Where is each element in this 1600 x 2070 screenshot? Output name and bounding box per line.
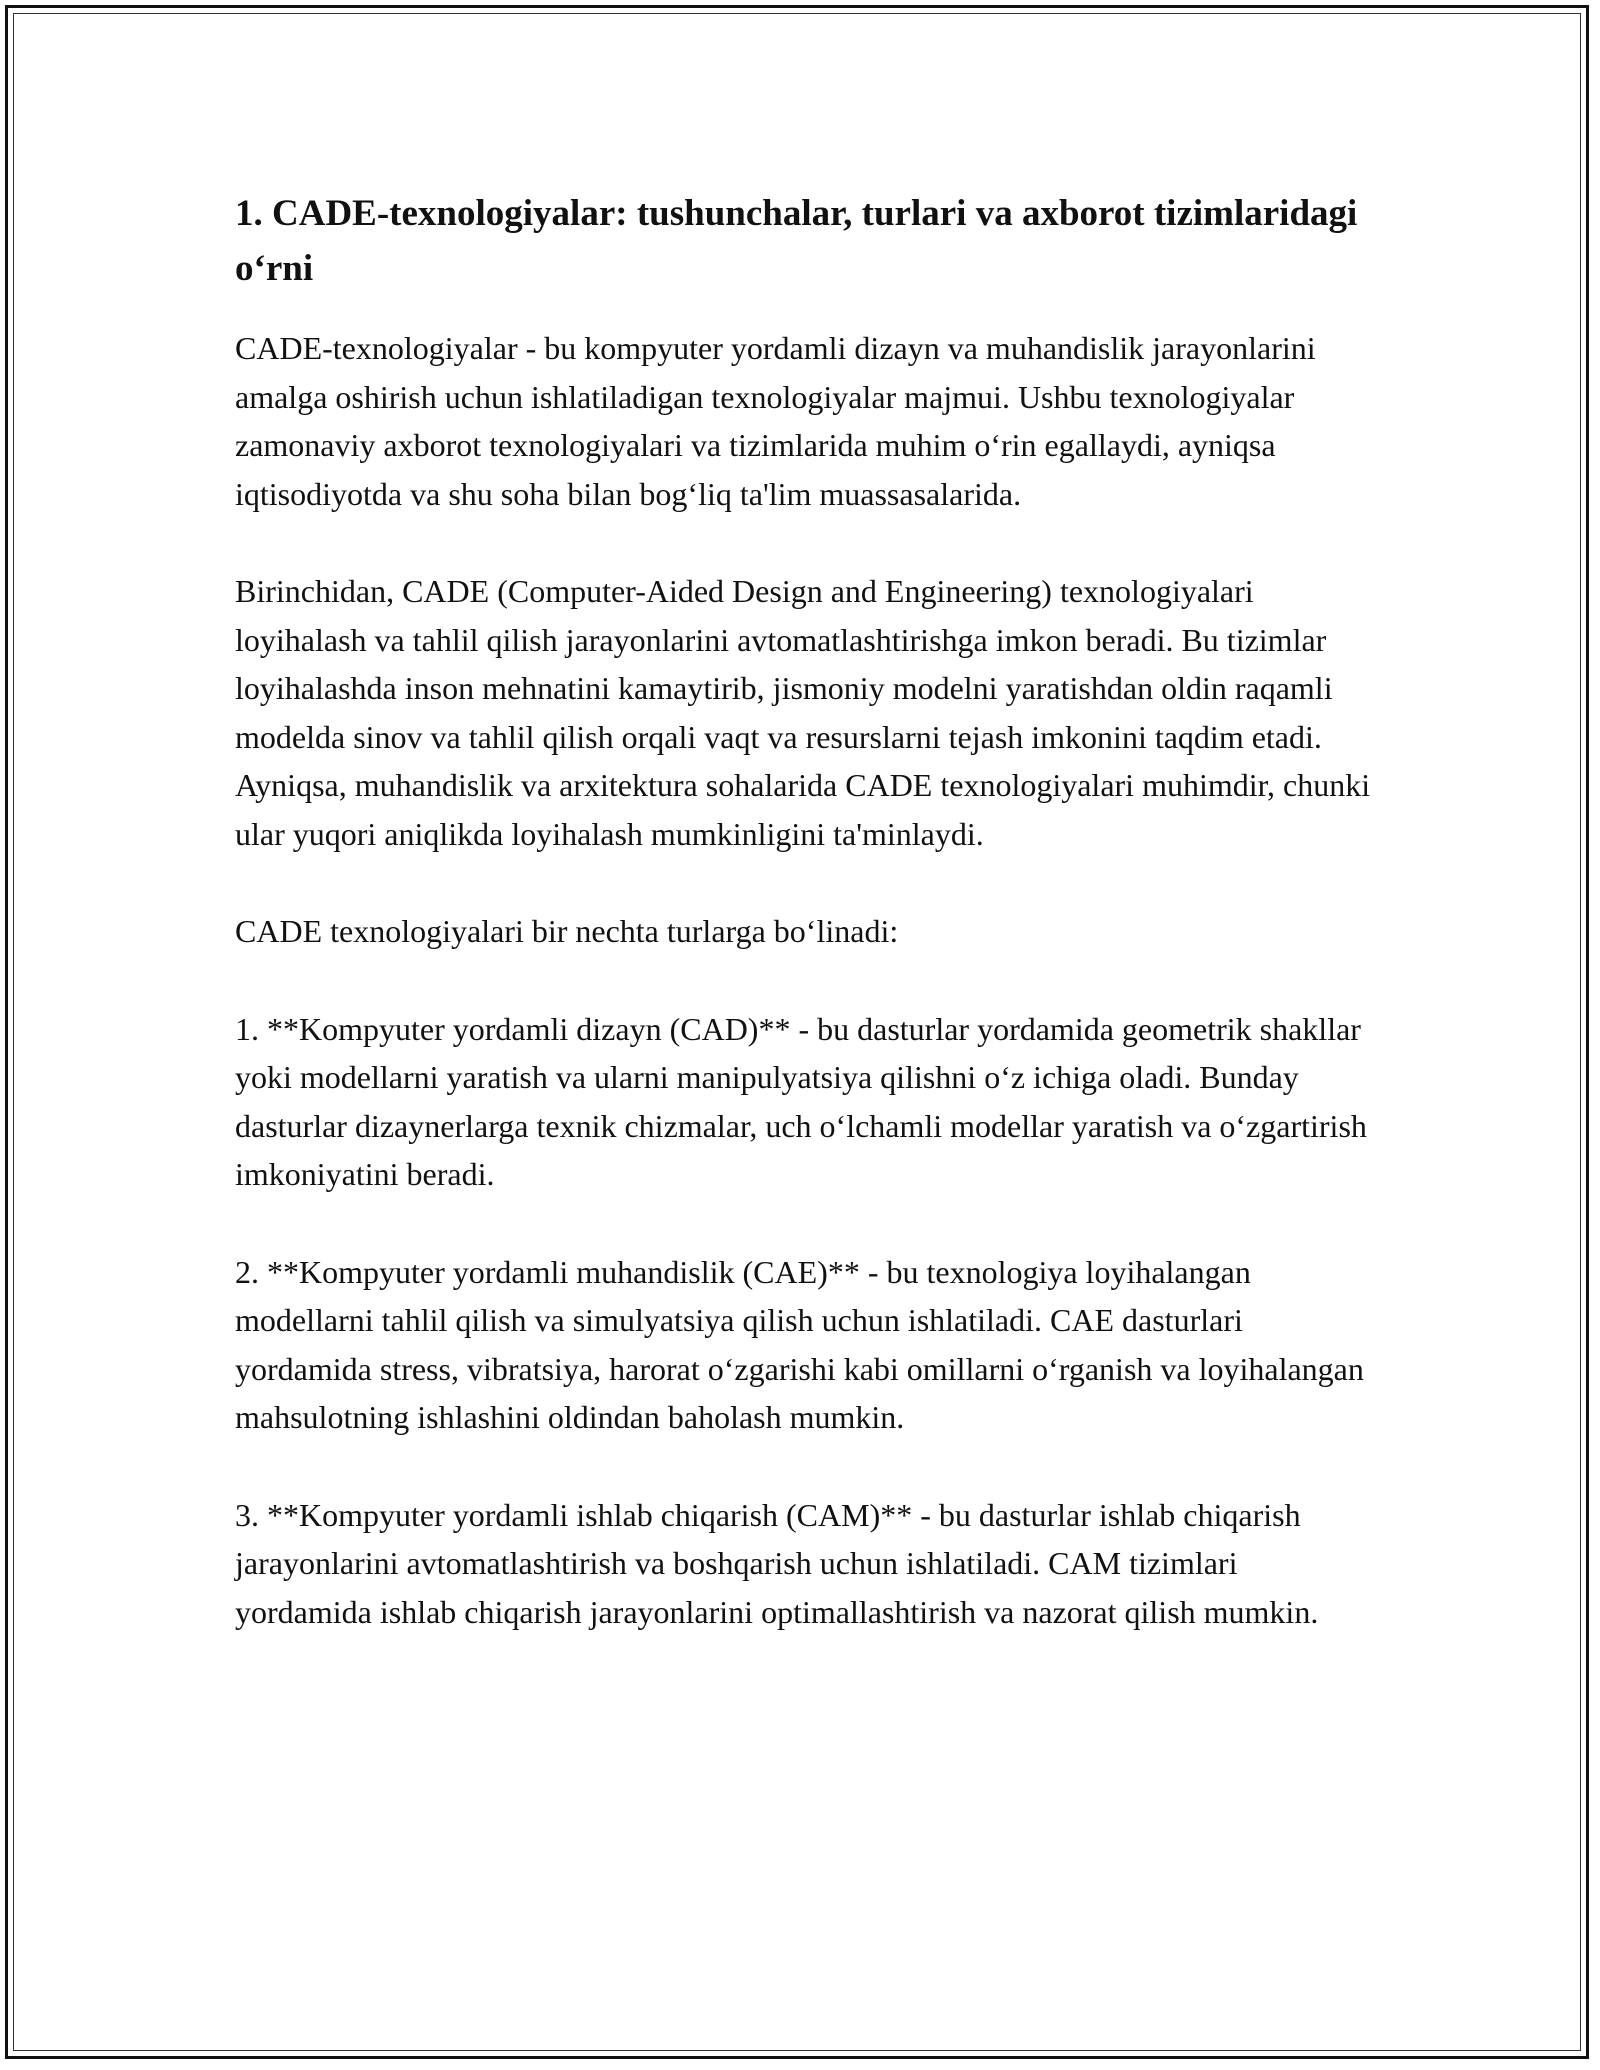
list-item-cad: 1. **Kompyuter yordamli dizayn (CAD)** - bu dasturlar yordamida geometrik shakllar yoki modellarni yaratish va ularni manipulyatsiya qilishni o‘z ichiga oladi. Bunday dasturlar dizaynerlarga texnik chizmalar, uch o‘lchamli modellar yaratish va o‘zgartirish imkoniyatini beradi.: [235, 1010, 1367, 1192]
document-title: 1. CADE-texnologiyalar: tushunchalar, turlari va axborot tizimlaridagi o‘rni: [235, 193, 1358, 289]
document-body: [235, 186, 1375, 1685]
paragraph-types-intro: CADE texnologiyalari bir nechta turlarga bo‘linadi:: [235, 913, 899, 949]
paragraph-intro: CADE-texnologiyalar - bu kompyuter yordamli dizayn va muhandislik jarayonlarini amalga oshirish uchun ishlatiladigan texnologiyalar majmui. Ushbu texnologiyalar zamonaviy axborot texnologiyalari va tizimlarida muhim o‘rin egallaydi, ayniqsa iqtisodiyotda va shu soha bilan bog‘liq ta'lim muassasalarida.: [235, 330, 1316, 512]
list-item-cam: 3. **Kompyuter yordamli ishlab chiqarish (CAM)** - bu dasturlar ishlab chiqarish jarayonlarini avtomatlashtirish va boshqarish uchun ishlatiladi. CAM tizimlari yordamida ishlab chiqarish jarayonlarini optimallashtirish va nazorat qilish mumkin.: [235, 1496, 1319, 1630]
paragraph-firstly: Birinchidan, CADE (Computer-Aided Design and Engineering) texnologiyalari loyihalash va tahlil qilish jarayonlarini avtomatlashtirishga imkon beradi. Bu tizimlar loyihalashda inson mehnatini kamaytirib, jismoniy modelni yaratishdan oldin raqamli modelda sinov va tahlil qilish orqali vaqt va resurslarni tejash imkonini taqdim etadi. Ayniqsa, muhandislik va arxitektura sohalarida CADE texnologiyalari muhimdir, chunki ular yuqori aniqlikda loyihalash mumkinligini ta'minlaydi.: [235, 573, 1371, 852]
list-item-cae: 2. **Kompyuter yordamli muhandislik (CAE)** - bu texnologiya loyihalangan modellarni tahlil qilish va simulyatsiya qilish uchun ishlatiladi. CAE dasturlari yordamida stress, vibratsiya, harorat o‘zgarishi kabi omillarni o‘rganish va loyihalangan mahsulotning ishlashini oldindan baholash mumkin.: [235, 1253, 1364, 1435]
